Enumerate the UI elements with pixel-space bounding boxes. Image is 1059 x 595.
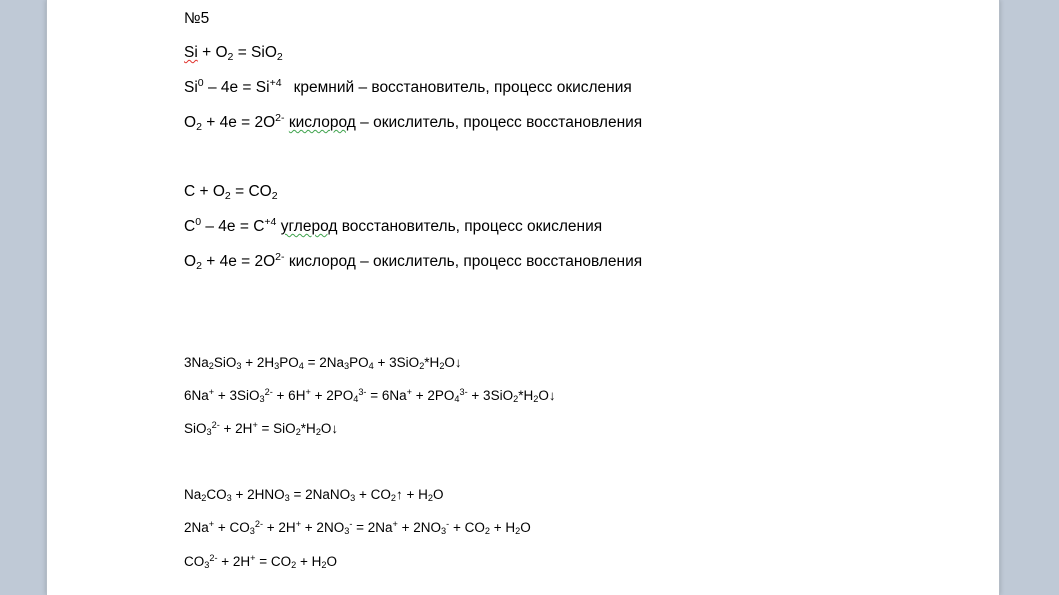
equation-si-oxidation: $Si^0 - 4e = Si^{+4}$ кремний – восстановитель, процесс окисления bbox=[184, 77, 632, 96]
heading-text: №5 bbox=[184, 10, 210, 27]
explanation-text: кремний – восстановитель, процесс окисления bbox=[293, 79, 632, 96]
equation-c-combustion: $C + O_2 = CO_2$ bbox=[184, 183, 278, 202]
task-heading bbox=[184, 11, 209, 27]
document-page bbox=[47, 0, 999, 595]
equation-carbonate-full-ionic: $2Na^+ + CO_3^{2-} + 2H^+ + 2NO_3^- = 2Na^+ + 2NO_3^- + CO_2 + H_2O$ bbox=[184, 518, 531, 537]
equation-c-oxidation: $C^0 - 4e = C^{+4}$ углерод восстановитель, процесс окисления bbox=[184, 216, 603, 235]
equation-o-reduction-2: $O_2 + 4e = 2O^{2-}$ кислород – окислитель, процесс восстановления bbox=[184, 251, 643, 272]
equation-silicate-short-ionic: $SiO_3^{2-} + 2H^+ = SiO_2*H_2O↓$ bbox=[184, 419, 339, 438]
equation-carbonate-molecular: $Na_2CO_3 + 2HNO_3$ = 2NaNO$_3$ + $CO_2↑ + H_2O$ bbox=[184, 487, 444, 504]
equation-silicate-molecular: $3Na_2SiO_3 + 2H_3PO_4 = 2Na_3PO_4$ + $3SiO_2*H_2O↓$ bbox=[184, 355, 462, 372]
equation-si-combustion: $Si + O_2 = SiO_2$ bbox=[184, 44, 283, 63]
equation-silicate-full-ionic: $6Na^+ + 3SiO_3^{2-} + 6H^+ + 2PO_4^{3-} = 6Na^+ + 2PO_4^{3-}$ + $3SiO_2*H_2O↓$ bbox=[184, 386, 556, 405]
equation-carbonate-short-ionic: $CO_3^{2-} + 2H^+ = CO_2 + H_2O$ bbox=[184, 552, 338, 571]
equation-o-reduction-1: $O_2 + 4e = 2O^{2-}$ кислород – окислитель, процесс восстановления bbox=[184, 112, 643, 133]
spelling-flagged-word: Si bbox=[184, 44, 198, 61]
grammar-flagged-word: углерод bbox=[280, 218, 338, 235]
grammar-flagged-word: кислород bbox=[288, 114, 356, 131]
